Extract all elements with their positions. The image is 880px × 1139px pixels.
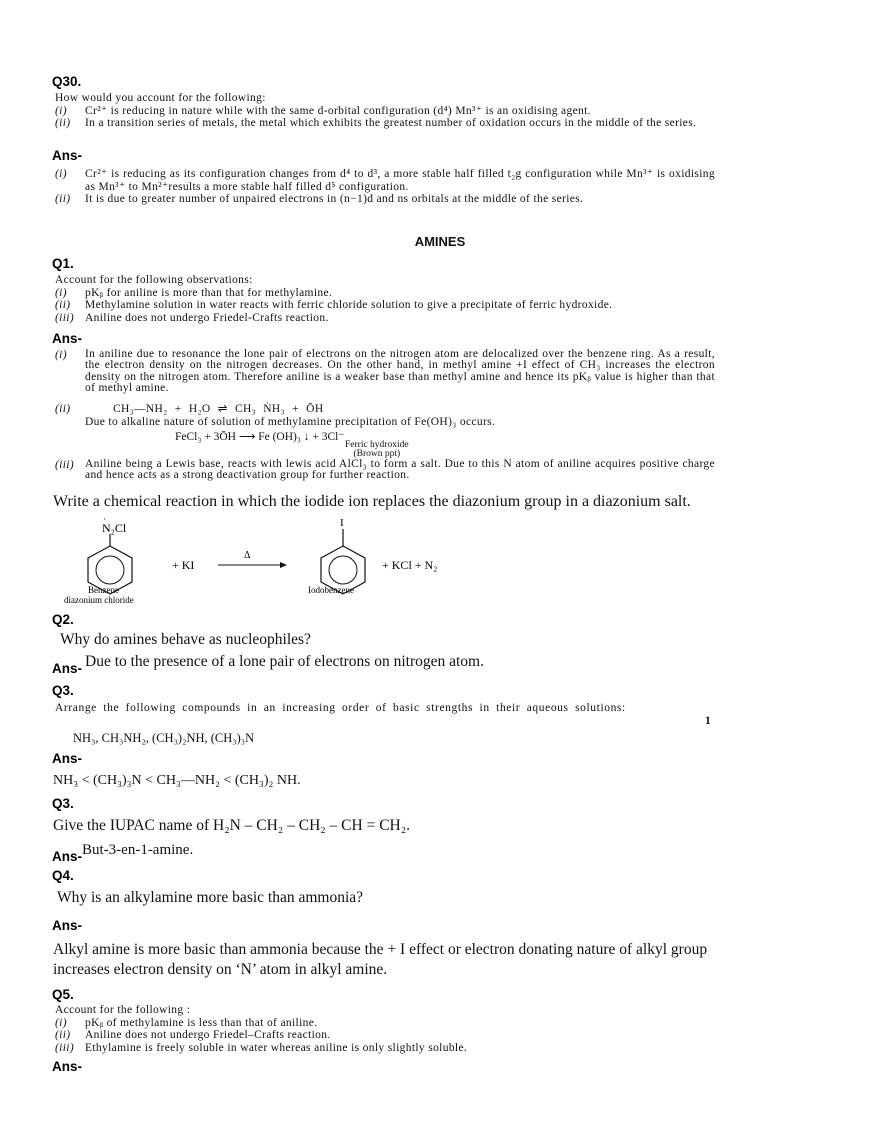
q3b-ans-label: Ans- <box>52 849 82 864</box>
q1-eq2-labels: Ferric hydroxide (Brown ppt) <box>345 440 409 459</box>
q5-item-i: (i) pKᵦ of methylamine is less than that of aniline. <box>55 1016 318 1029</box>
reactant-name-2: diazonium chloride <box>64 595 134 605</box>
q30-heading: Q30. <box>52 74 82 89</box>
q30-item-ii: (ii) In a transition series of metals, the metal which exhibits the greatest number of oxidation occurs in the middle of the series. <box>55 117 697 130</box>
q4-answer: Alkyl amine is more basic than ammonia because the + I effect or electron donating nature of alkyl group increases electron density on ‘N’ atom in alkyl amine. <box>53 941 708 978</box>
q5-item-iii: (iii) Ethylamine is freely soluble in water whereas aniline is only slightly soluble. <box>55 1041 468 1054</box>
reaction-arrow <box>218 562 287 568</box>
q30-answer-ii: (ii) It is due to greater number of unpaired electrons in (n−1)d and ns orbitals at the middle of the series. <box>55 193 584 206</box>
q5-question <box>55 1004 720 1054</box>
q1-item-iii: (iii) Aniline does not undergo Friedel-Crafts reaction. <box>55 311 329 324</box>
section-title: AMINES <box>414 234 466 249</box>
q2-answer: Due to the presence of a lone pair of electrons on nitrogen atom. <box>85 653 484 670</box>
q4-question: Why is an alkylamine more basic than ammonia? <box>57 889 364 906</box>
q1-equation-1: CH₃—NH₂ + H₂O ⇌ CH₃ ṄH₃ + ŌH <box>113 403 324 415</box>
q1-answer-ii: (ii) CH₃—NH₂ + H₂O ⇌ CH₃ ṄH₃ + ŌH Due to alkaline nature of solution of methylamine precipitation of Fe(OH)₃ occurs. <box>55 403 720 428</box>
q5-item-ii: (ii) Aniline does not undergo Friedel–Crafts reaction. <box>55 1029 331 1042</box>
q30-answer-i: (i) Cr²⁺ is reducing as its configuration changes from d⁴ to d³, a more stable half filled t₂g configuration while Mn³⁺ is oxidising as Mn³⁺ to Mn²⁺results a more stable half filled d⁵ configuration. <box>55 168 715 193</box>
q1-item-i: (i) pKᵦ for aniline is more than that for methylamine. <box>55 286 333 299</box>
iodo-group-label: I <box>340 518 344 529</box>
q1-item-ii: (ii) Methylamine solution in water reacts with ferric chloride solution to give a precipitate of ferric hydroxide. <box>55 299 613 312</box>
q2-question: Why do amines behave as nucleophiles? <box>60 631 311 648</box>
q2-heading: Q2. <box>52 612 74 627</box>
reagent-label: + KI <box>172 558 195 572</box>
q3a-question: Arrange the following compounds in an increasing order of basic strengths in their aqueous solutions: <box>55 702 626 714</box>
reaction-scheme-svg <box>60 518 520 608</box>
byproducts-label: + KCl + N₂ <box>382 558 438 572</box>
q30-intro: How would you account for the following: <box>55 92 266 104</box>
q1-answer-i: (i) In aniline due to resonance the lone pair of electrons on the nitrogen atom are delocalized over the benzene ring. As a result, the electron density on the nitrogen decreases. On the other hand, in methyl amine +I effect of CH₃ increases the electron density on the nitrogen atom. Therefore aniline is a weaker base than methyl amine and hence its pKᵦ value is higher than that of methyl amine. <box>55 348 715 394</box>
q1-question <box>55 274 720 324</box>
diazo-plus-charge: + <box>102 518 108 524</box>
q3a-compounds: NH₃, CH₃NH₂, (CH₃)₂NH, (CH₃)₃N <box>73 731 255 745</box>
q3a-ans-label: Ans- <box>52 751 82 766</box>
q5-intro: Account for the following : <box>55 1004 191 1016</box>
reaction-diagram <box>60 518 520 613</box>
q1-heading: Q1. <box>52 256 74 271</box>
q5-ans-label: Ans- <box>52 1059 82 1074</box>
q2-ans-label: Ans- <box>52 661 82 676</box>
q4-heading: Q4. <box>52 868 74 883</box>
reactant-name-1: Benzene <box>88 585 119 595</box>
q30-answer <box>55 168 720 206</box>
diazo-group-label: N₂Cl <box>102 521 127 535</box>
product-name: Iodobenzene <box>308 585 354 595</box>
q1-answer-iii: (iii) Aniline being a Lewis base, reacts with lewis acid AlCl₃ to form a salt. Due to this N atom of aniline acquires positive charge and hence acts as a strong deactivation group for further reaction. <box>55 458 715 482</box>
q1-ans-label: Ans- <box>52 331 82 346</box>
q30-item-i: (i) Cr²⁺ is reducing in nature while with the same d-orbital configuration (d⁴) Mn³⁺ is an oxidising agent. <box>55 104 591 117</box>
q1-intro: Account for the following observations: <box>55 274 253 286</box>
heat-condition: Δ <box>244 550 251 561</box>
q4-ans-label: Ans- <box>52 918 82 933</box>
q5-heading: Q5. <box>52 987 74 1002</box>
q3a-heading: Q3. <box>52 683 74 698</box>
q3a-answer: NH₃ < (CH₃)₃N < CH₃—NH₂ < (CH₃)₂ NH. <box>53 773 301 788</box>
q3a-mark: 1 <box>705 715 711 727</box>
q1-answer-ii-text: Due to alkaline nature of solution of methylamine precipitation of Fe(OH)₃ occurs. <box>85 415 496 428</box>
diazo-question: Write a chemical reaction in which the iodide ion replaces the diazonium group in a diazonium salt. <box>53 493 691 510</box>
q1-equation-2: FeCl₃ + 3ŌH ⟶ Fe (OH)₃ ↓ + 3Cl⁻ <box>175 431 345 443</box>
q3b-answer: But-3-en-1-amine. <box>82 842 194 858</box>
q3b-heading: Q3. <box>52 796 74 811</box>
q30-ans-label: Ans- <box>52 148 82 163</box>
q3b-question: Give the IUPAC name of H₂N – CH₂ – CH₂ – CH = CH₂. <box>53 817 410 834</box>
q30-question <box>55 92 720 130</box>
